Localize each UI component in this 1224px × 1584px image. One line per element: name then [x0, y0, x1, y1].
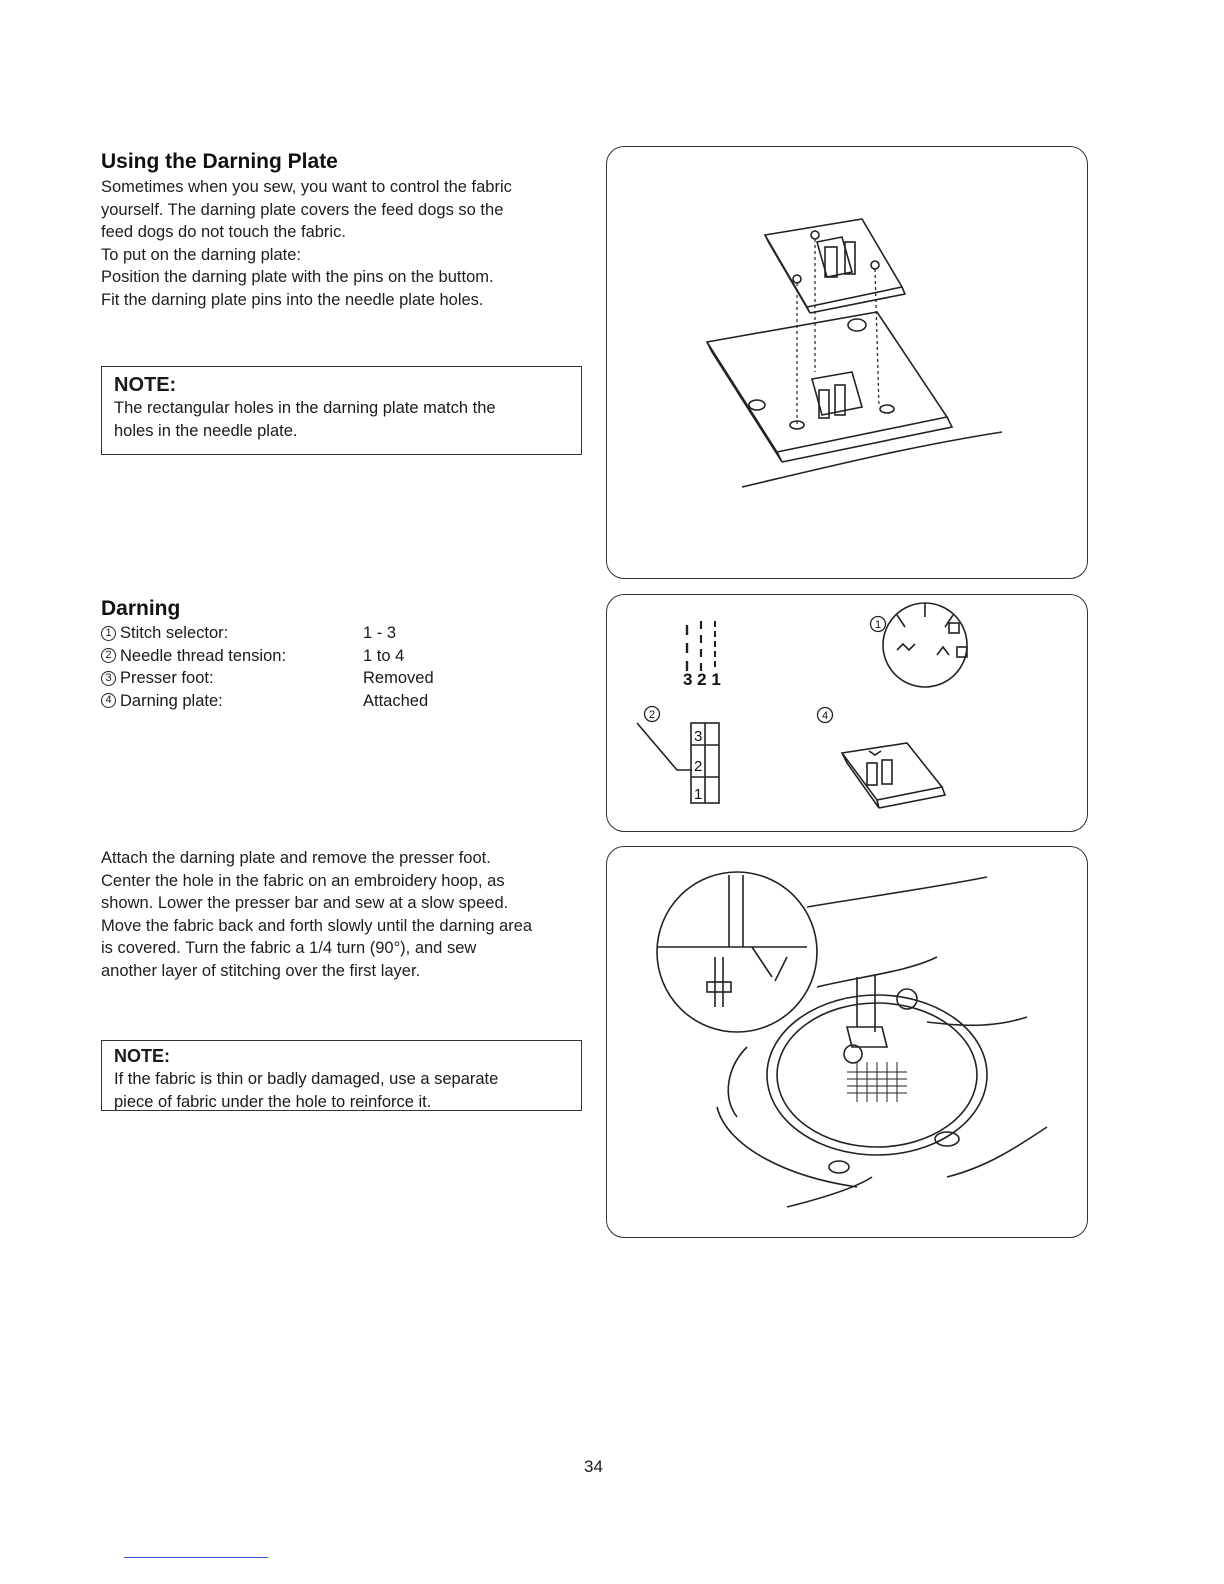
setting-label: Presser foot: — [120, 669, 214, 687]
stitch-numbers-label: 3 2 1 — [683, 670, 721, 689]
tension-value-label: 3 — [694, 728, 703, 745]
section-title-darning-plate: Using the Darning Plate — [101, 150, 338, 173]
callout-1 — [871, 617, 886, 632]
settings-illustration — [607, 595, 1089, 833]
setting-label: Stitch selector: — [120, 624, 229, 642]
text-line: another layer of stitching over the first layer. — [101, 961, 421, 980]
darning-instructions — [101, 847, 591, 982]
callout-1-label: 1 — [874, 619, 882, 631]
text-line: shown. Lower the presser bar and sew at a slow speed. — [101, 894, 509, 912]
note-line: piece of fabric under the hole to reinforce it. — [114, 1092, 432, 1111]
setting-value: Attached — [363, 691, 429, 710]
text-line: is covered. Turn the fabric a 1/4 turn (90°), and sew — [101, 939, 477, 957]
tension-value-label: 2 — [694, 758, 703, 775]
darning-plate-illustration — [607, 147, 1089, 580]
callout-4-label: 4 — [821, 710, 829, 722]
text-line: feed dogs do not touch the fabric. — [101, 223, 346, 241]
setting-value: 1 to 4 — [363, 646, 405, 665]
callout-2 — [645, 707, 660, 722]
note-title: NOTE: — [114, 1046, 170, 1066]
text-line: Sometimes when you sew, you want to control the fabric — [101, 178, 512, 196]
figure-settings — [606, 594, 1088, 832]
text-line: Attach the darning plate and remove the presser foot. — [101, 849, 491, 867]
tension-value-label: 1 — [694, 786, 703, 803]
setting-value: 1 - 3 — [363, 624, 397, 642]
text-line: Move the fabric back and forth slowly until the darning area — [101, 916, 533, 935]
figure-darning-plate — [606, 146, 1088, 579]
figure-embroidery-hoop — [606, 846, 1088, 1238]
callout-number: 4 — [101, 693, 116, 708]
note-line: The rectangular holes in the darning plate match the — [114, 399, 496, 417]
callout-4 — [818, 708, 833, 723]
setting-label: Needle thread tension: — [120, 646, 287, 665]
setting-row-presser-foot — [101, 667, 581, 690]
setting-row-stitch-selector — [101, 622, 581, 645]
section-title-darning: Darning — [101, 597, 181, 620]
text-line: yourself. The darning plate covers the feed dogs so the — [101, 200, 504, 219]
callout-2-label: 2 — [648, 709, 656, 721]
note-box-darning-plate — [101, 366, 582, 455]
darning-plate-shape — [765, 219, 902, 307]
setting-row-thread-tension — [101, 645, 581, 668]
note-line: If the fabric is thin or badly damaged, use a separate — [114, 1070, 499, 1088]
embroidery-hoop-illustration — [607, 847, 1089, 1239]
darning-plate-text — [101, 176, 581, 311]
setting-row-darning-plate — [101, 690, 581, 713]
callout-number: 2 — [101, 648, 116, 663]
detail-magnifier-shape — [657, 872, 817, 1032]
darning-settings — [101, 622, 581, 712]
note-title: NOTE: — [114, 374, 177, 396]
note-line: holes in the needle plate. — [114, 421, 298, 440]
callout-number: 1 — [101, 626, 116, 641]
footer-divider — [124, 1557, 268, 1558]
text-line: Fit the darning plate pins into the needle plate holes. — [101, 290, 484, 309]
text-line: To put on the darning plate: — [101, 245, 301, 264]
needle-plate-shape — [707, 312, 947, 452]
page-number: 34 — [584, 1457, 603, 1476]
callout-number: 3 — [101, 671, 116, 686]
setting-value: Removed — [363, 669, 434, 687]
text-line: Center the hole in the fabric on an embroidery hoop, as — [101, 871, 505, 890]
note-box-darning — [101, 1040, 582, 1111]
setting-label: Darning plate: — [120, 691, 223, 710]
text-line: Position the darning plate with the pins on the buttom. — [101, 268, 494, 286]
